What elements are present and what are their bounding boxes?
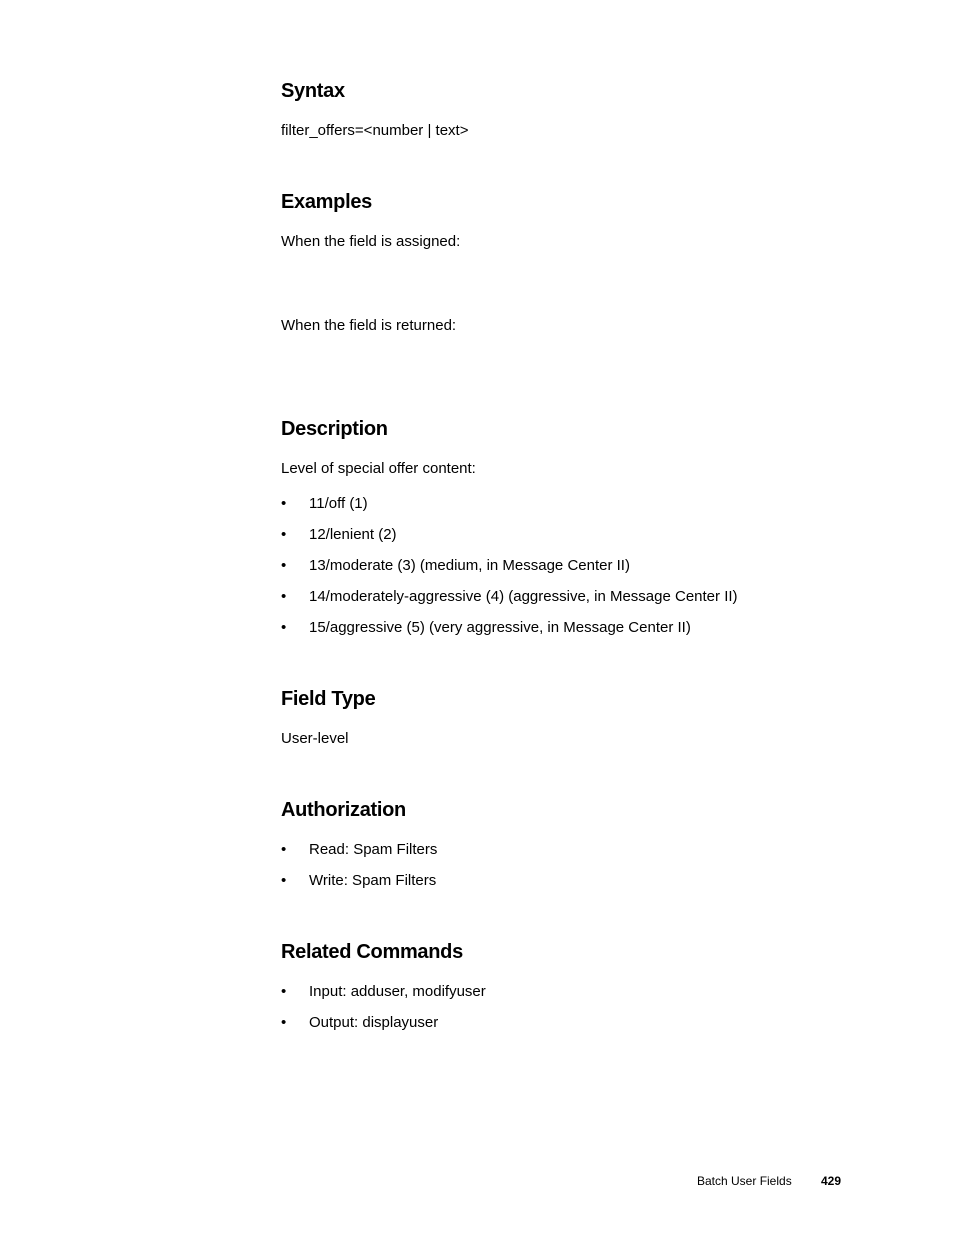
list-item-text: 14/moderately-aggressive (4) (aggressive, in Message Center II) xyxy=(309,588,738,605)
syntax-heading: Syntax xyxy=(281,80,345,102)
bullet: • xyxy=(281,619,287,636)
bullet: • xyxy=(281,588,287,605)
description-intro: Level of special offer content: xyxy=(281,460,476,477)
bullet: • xyxy=(281,1014,287,1031)
authorization-heading: Authorization xyxy=(281,799,406,821)
field-type-heading: Field Type xyxy=(281,688,376,710)
list-item-text: 15/aggressive (5) (very aggressive, in Message Center II) xyxy=(309,619,691,636)
bullet: • xyxy=(281,495,287,512)
bullet: • xyxy=(281,983,287,1000)
list-item-text: Write: Spam Filters xyxy=(309,872,437,889)
list-item-text: 12/lenient (2) xyxy=(309,526,397,543)
list-item-text: Output: displayuser xyxy=(309,1014,439,1031)
bullet: • xyxy=(281,841,287,858)
examples-assigned-text: When the field is assigned: xyxy=(281,233,461,250)
examples-heading: Examples xyxy=(281,191,372,213)
list-item-text: Read: Spam Filters xyxy=(309,841,438,858)
bullet: • xyxy=(281,872,287,889)
description-heading: Description xyxy=(281,418,388,440)
list-item-text: 11/off (1) xyxy=(309,495,368,512)
bullet: • xyxy=(281,557,287,574)
syntax-text: filter_offers=<number | text> xyxy=(281,122,469,139)
field-type-text: User-level xyxy=(281,730,349,747)
related-commands-heading: Related Commands xyxy=(281,941,463,963)
footer-section-label: Batch User Fields xyxy=(697,1174,792,1188)
examples-returned-text: When the field is returned: xyxy=(281,317,457,334)
bullet: • xyxy=(281,526,287,543)
list-item-text: Input: adduser, modifyuser xyxy=(309,983,486,1000)
page-number: 429 xyxy=(821,1174,842,1188)
list-item-text: 13/moderate (3) (medium, in Message Center II) xyxy=(309,557,630,574)
